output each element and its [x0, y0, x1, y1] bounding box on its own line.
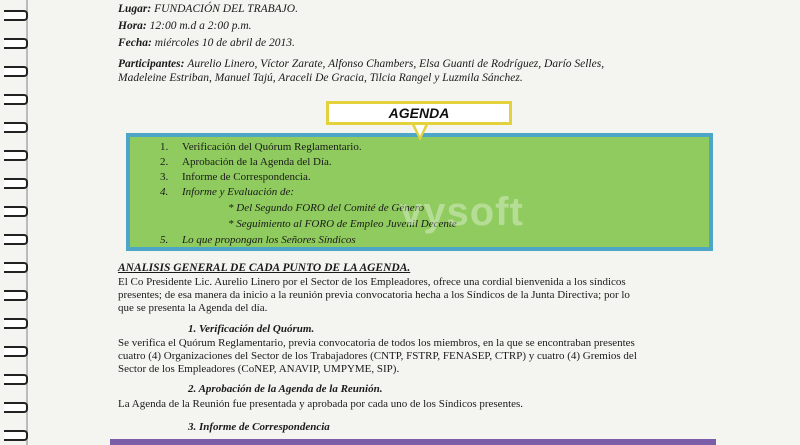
binding-ring — [4, 402, 28, 413]
binding-ring — [4, 374, 28, 385]
analysis-intro-line: que se presenta la Agenda del día. — [118, 302, 268, 314]
binding-ring — [4, 178, 28, 189]
agenda-item — [160, 141, 362, 153]
section-1-title: 1. Verificación del Quórum. — [188, 323, 315, 335]
hora-line — [118, 19, 252, 33]
agenda-item — [160, 186, 294, 198]
binding-ring — [4, 290, 28, 301]
binding-ring — [4, 122, 28, 133]
section-2-title: 2. Aprobación de la Agenda de la Reunión. — [188, 383, 383, 395]
agenda-item — [160, 156, 332, 168]
agenda-item — [160, 171, 311, 183]
fecha-value: miércoles 10 de abril de 2013. — [154, 37, 295, 49]
hora-value: 12:00 m.d a 2:00 p.m. — [149, 20, 252, 32]
binding-ring — [4, 430, 28, 441]
agenda-item-number: 3. — [160, 171, 169, 183]
fecha-label: Fecha: — [118, 37, 152, 49]
agenda-item-text: Verificación del Quórum Reglamentario. — [182, 141, 362, 153]
binding-ring — [4, 38, 28, 49]
agenda-item-number: 4. — [160, 186, 169, 198]
binding-ring — [4, 206, 28, 217]
analysis-intro-line: El Co Presidente Lic. Aurelio Linero por el Sector de los Empleadores, ofrece una cordial bienvenida a los síndicos — [118, 276, 626, 288]
binding-ring — [4, 262, 28, 273]
binding-ring — [4, 66, 28, 77]
agenda-item-text: Informe de Correspondencia. — [182, 171, 311, 183]
lugar-label: Lugar: — [118, 3, 152, 15]
lugar-line — [118, 2, 298, 16]
binding-ring — [4, 150, 28, 161]
hora-label: Hora: — [118, 20, 147, 32]
analysis-intro-line: presentes; de esa manera da inicio a la reunión previa convocatoria hecha a los Síndicos de la Junta Directiva; por lo — [118, 289, 630, 301]
analysis-title: ANALISIS GENERAL DE CADA PUNTO DE LA AGENDA. — [118, 262, 411, 274]
section-3-title: 3. Informe de Correspondencia — [188, 421, 330, 433]
binding-ring — [4, 318, 28, 329]
section-1-line: cuatro (4) Organizaciones del Sector de los Trabajadores (CNTP, FSTRP, FENASEP, CTRP) y cuatro (4) Gremios del — [118, 350, 637, 362]
section-2-line: La Agenda de la Reunión fue presentada y aprobada por cada uno de los Síndicos presentes. — [118, 398, 524, 410]
binding-ring — [4, 94, 28, 105]
participantes-names-1: Aurelio Linero, Víctor Zarate, Alfonso Chambers, Elsa Guanti de Rodríguez, Darío Selles, — [187, 58, 605, 70]
agenda-item-number: 1. — [160, 141, 169, 153]
bottom-colored-band — [110, 439, 716, 445]
binding-ring — [4, 234, 28, 245]
participantes-names-2: Madeleine Estriban, Manuel Tajú, Araceli De Gracia, Tilcia Rangel y Luzmila Sánchez. — [118, 72, 523, 84]
agenda-sub-item: * Del Segundo FORO del Comité de Género — [228, 202, 425, 214]
binding-ring — [4, 346, 28, 357]
agenda-item-text: Lo que propongan los Señores Síndicos — [182, 234, 356, 246]
agenda-item-number: 5. — [160, 234, 169, 246]
watermark: vysoft — [400, 190, 524, 234]
participantes-line-2 — [118, 71, 523, 85]
agenda-item-number: 2. — [160, 156, 169, 168]
spiral-binding — [0, 0, 38, 445]
participantes-label: Participantes: — [118, 58, 185, 70]
agenda-item-text: Aprobación de la Agenda del Día. — [182, 156, 332, 168]
fecha-line — [118, 36, 295, 50]
lugar-value: FUNDACIÓN DEL TRABAJO. — [154, 3, 298, 15]
agenda-item — [160, 234, 356, 246]
agenda-label: AGENDA — [326, 101, 512, 125]
section-1-line: Sector de los Empleadores (CoNEP, ANAVIP, UMPYME, SIP). — [118, 363, 400, 375]
agenda-sub-item: * Seguimiento al FORO de Empleo Juvenil Decente — [228, 218, 457, 230]
section-1-line: Se verifica el Quórum Reglamentario, previa convocatoria de todos los miembros, en la que se encontraban presentes — [118, 337, 635, 349]
binding-ring — [4, 10, 28, 21]
participantes-line — [118, 57, 604, 71]
agenda-item-text: Informe y Evaluación de: — [182, 186, 295, 198]
